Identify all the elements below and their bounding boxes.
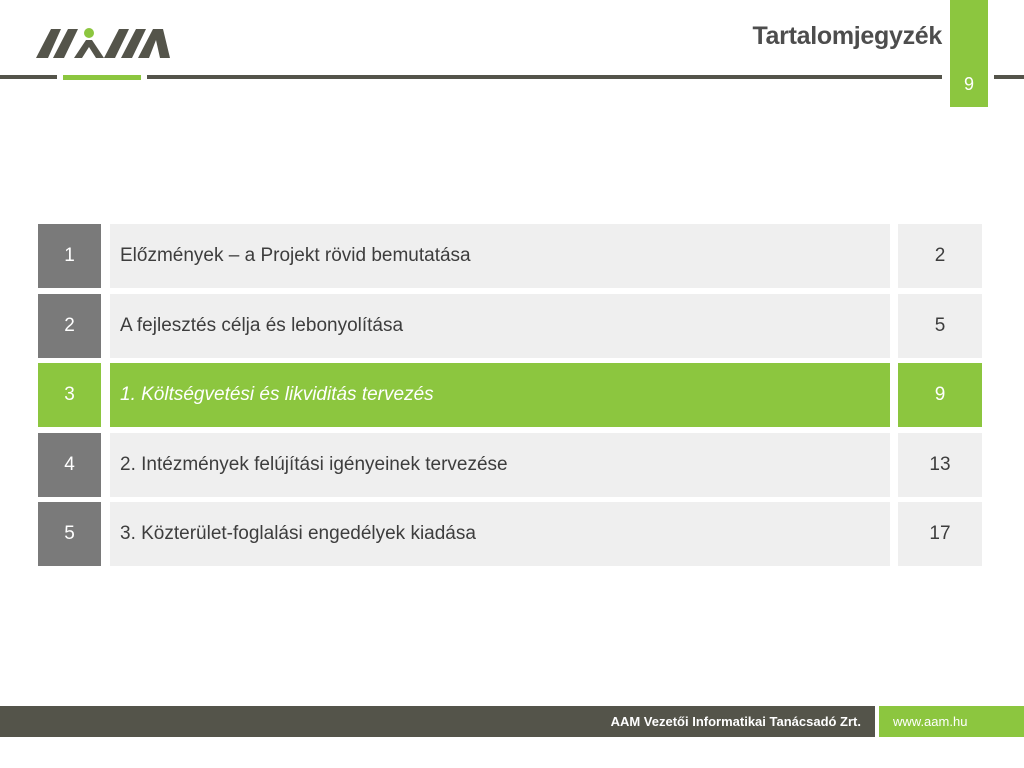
logo-accent-bar: [63, 75, 141, 80]
toc-item-page: 9: [898, 363, 982, 427]
toc-item[interactable]: [38, 294, 982, 358]
toc-item-label[interactable]: A fejlesztés célja és lebonyolítása: [110, 294, 890, 358]
toc-item-active[interactable]: [38, 363, 982, 427]
toc-item-label[interactable]: 1. Költségvetési és likviditás tervezés: [110, 363, 890, 427]
toc-item-number: 2: [38, 294, 101, 358]
page-title: Tartalomjegyzék: [752, 22, 942, 50]
toc-item-number: 5: [38, 502, 101, 566]
toc-item-number: 1: [38, 224, 101, 288]
toc-item[interactable]: [38, 502, 982, 566]
footer-website-bar[interactable]: [879, 706, 1024, 737]
toc-item-label[interactable]: Előzmények – a Projekt rövid bemutatása: [110, 224, 890, 288]
toc-item-number: 3: [38, 363, 101, 427]
footer-company-bar: [0, 706, 875, 737]
toc-item-page: 2: [898, 224, 982, 288]
toc-item-page: 5: [898, 294, 982, 358]
toc-item-page: 13: [898, 433, 982, 497]
header-rule: [147, 75, 942, 79]
footer-company-name: AAM Vezetői Informatikai Tanácsadó Zrt.: [610, 714, 861, 729]
header-rule-left: [0, 75, 57, 79]
toc-item-number: 4: [38, 433, 101, 497]
toc-item-page: 17: [898, 502, 982, 566]
toc-item[interactable]: [38, 224, 982, 288]
aam-logo-icon: [34, 26, 172, 60]
page-number: 9: [963, 74, 974, 94]
page-number-tab: [950, 0, 988, 107]
toc-item-label[interactable]: 3. Közterület-foglalási engedélyek kiadása: [110, 502, 890, 566]
toc-item-label[interactable]: 2. Intézmények felújítási igényeinek tervezése: [110, 433, 890, 497]
toc-item[interactable]: [38, 433, 982, 497]
header-rule-right: [994, 75, 1024, 79]
table-of-contents: [38, 224, 982, 572]
footer-website-link[interactable]: www.aam.hu: [893, 714, 968, 729]
